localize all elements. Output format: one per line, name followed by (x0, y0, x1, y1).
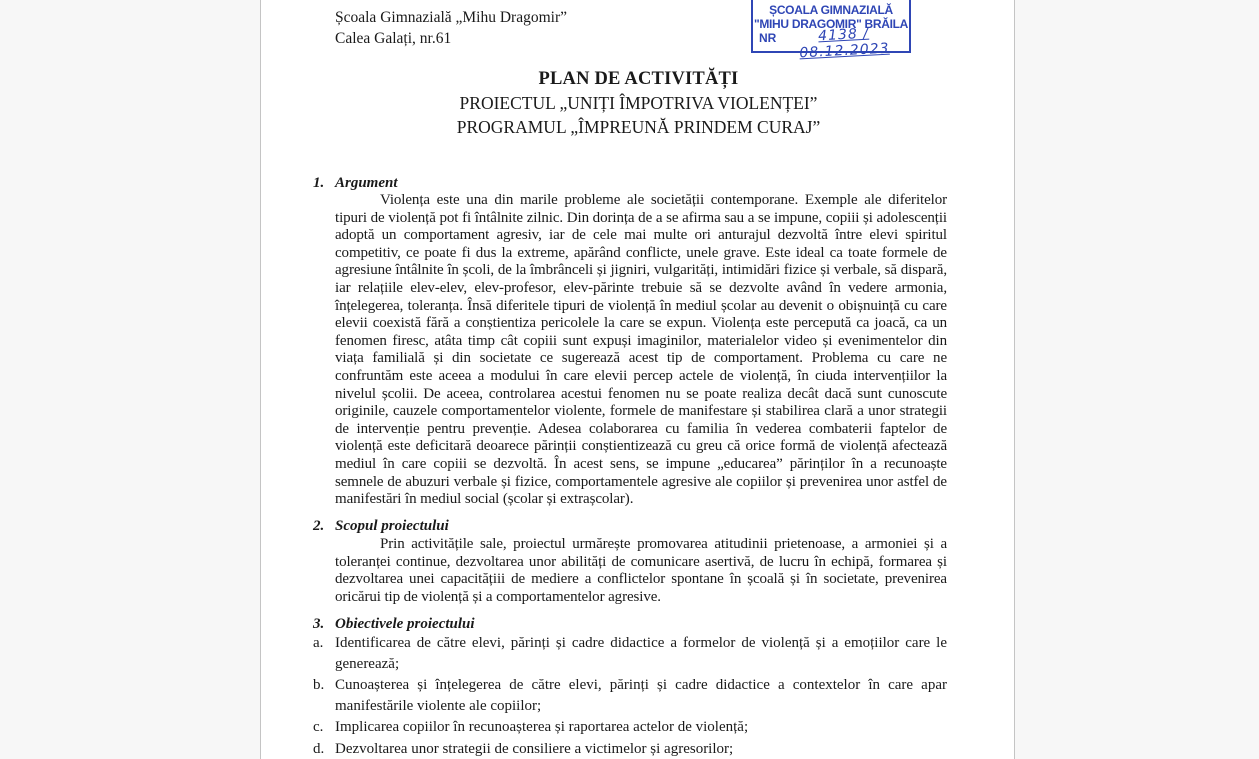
objective-text: Dezvoltarea unor strategii de consiliere a victimelor și agresorilor; (335, 740, 734, 757)
argument-paragraph: Violența este una din marile probleme ale societății contemporane. Exemple ale diferitelor tipuri de violență pot fi întâlnite zilnic. Din dorința de a se afirma sau a se impune, copiii și adolescenții adoptă un comportament agresiv, iar de cele mai multe ori anturajul dezvoltă între elevi spiritul competitiv, ce poate fi dus la extreme, apărând conflicte, unele grave. Este ideal ca toate formele de agresiune întâlnite în școli, de la îmbrânceli și jigniri, vulgarități, intimidări fizice și verbale, să dispară, iar relațiile elev-elev, elev-profesor, elev-părinte trebuie să se dezvolte având în vedere armonia, înțelegerea, toleranța. Însă diferitele tipuri de violență în mediul școlar au devenit o obișnuință cu care elevii coexistă fără a conștientiza pericolele la care se expun. Violența este percepută ca joacă, ca un fenomen firesc, atâta timp cât copiii sunt expuși imaginilor, materialelor video și evenimentelor din viața familială și din societate ce sugerează acest tip de comportament. Problema cu care ne confruntăm este aceea a modului în care elevii percep actele de violență, în ciuda intervențiilor la nivelul școlii. De aceea, controlarea acestui fenomen nu se poate realiza decât dacă sunt cunoscute originile, cauzele comportamentelor violente, formele de manifestare și stabilirea clară a unor strategii de intervenție pentru prevenție. Adesea colaborarea cu familia în vederea combaterii faptelor de violență este deficitară deoarece părinții conștientizează cu greu că orice formă de violență afectează mediul în care copiii se dezvoltă. În acest sens, se impune „educarea” părinților în a recunoaște semnele de abuzuri verbale și fizice, comportamentele agresive ale copiilor și prevenirea unor astfel de manifestări în mediul social (școlar și extrașcolar). (335, 192, 947, 508)
objective-item (313, 717, 947, 738)
stamp-line-2: "MIHU DRAGOMIR" BRĂILA (753, 17, 909, 31)
objective-text: Implicarea copiilor în recunoașterea și raportarea actelor de violență; (335, 719, 749, 735)
section-title: Scopul proiectului (335, 518, 449, 534)
letterhead (335, 7, 567, 49)
stamp-nr-label: NR (759, 31, 777, 45)
project-subtitle: PROIECTUL „UNIȚI ÎMPOTRIVA VIOLENȚEI” (459, 93, 818, 113)
objective-marker: b. (313, 677, 325, 693)
objective-text: Cunoașterea și înțelegerea de către elevi, părinți și cadre didactice a contextelor în care apar manifestările violente ale copiilor; (335, 677, 947, 714)
objective-marker: d. (313, 740, 325, 757)
school-address: Calea Galați, nr.61 (335, 30, 452, 47)
objective-item (313, 739, 947, 759)
objective-marker: a. (313, 635, 324, 651)
document-titles (261, 67, 1016, 139)
section-title: Argument (335, 175, 398, 191)
scope-paragraph: Prin activitățile sale, proiectul urmărește promovarea atitudinii prietenoase, a armoniei și a toleranței continue, dezvoltarea unor abilități de comunicare asertivă, de lucru în echipă, formarea și dezvoltarea unei capacitățiii de mediere a conflictelor spontane în școală și în societate, prevenirea oricărui tip de violență și a comportamentelor agresive. (335, 536, 947, 605)
program-subtitle: PROGRAMUL „ÎMPREUNĂ PRINDEM CURAJ” (456, 117, 821, 137)
document-title: PLAN DE ACTIVITĂȚI (538, 69, 739, 89)
section-number: 1. (313, 175, 325, 191)
objective-item (313, 675, 947, 716)
objective-text: Identificarea de către elevi, părinți și cadre didactice a formelor de violență și a emoțiilor care le generează; (335, 635, 947, 672)
objective-marker: c. (313, 719, 324, 735)
section-heading-scope (313, 517, 449, 535)
section-number: 3. (313, 616, 325, 632)
section-title: Obiectivele proiectului (335, 616, 475, 632)
objective-item (313, 633, 947, 674)
registration-stamp (751, 0, 911, 62)
stamp-handwritten-number: 4138 / 08.12.2023 (798, 25, 890, 62)
document-page (260, 0, 1015, 759)
stamp-line-1: ȘCOALA GIMNAZIALĂ (769, 3, 893, 17)
section-heading-argument (313, 174, 398, 192)
objectives-list (313, 633, 947, 759)
section-heading-objectives (313, 615, 475, 633)
section-number: 2. (313, 518, 325, 534)
school-name: Școala Gimnazială „Mihu Dragomir” (335, 9, 567, 26)
